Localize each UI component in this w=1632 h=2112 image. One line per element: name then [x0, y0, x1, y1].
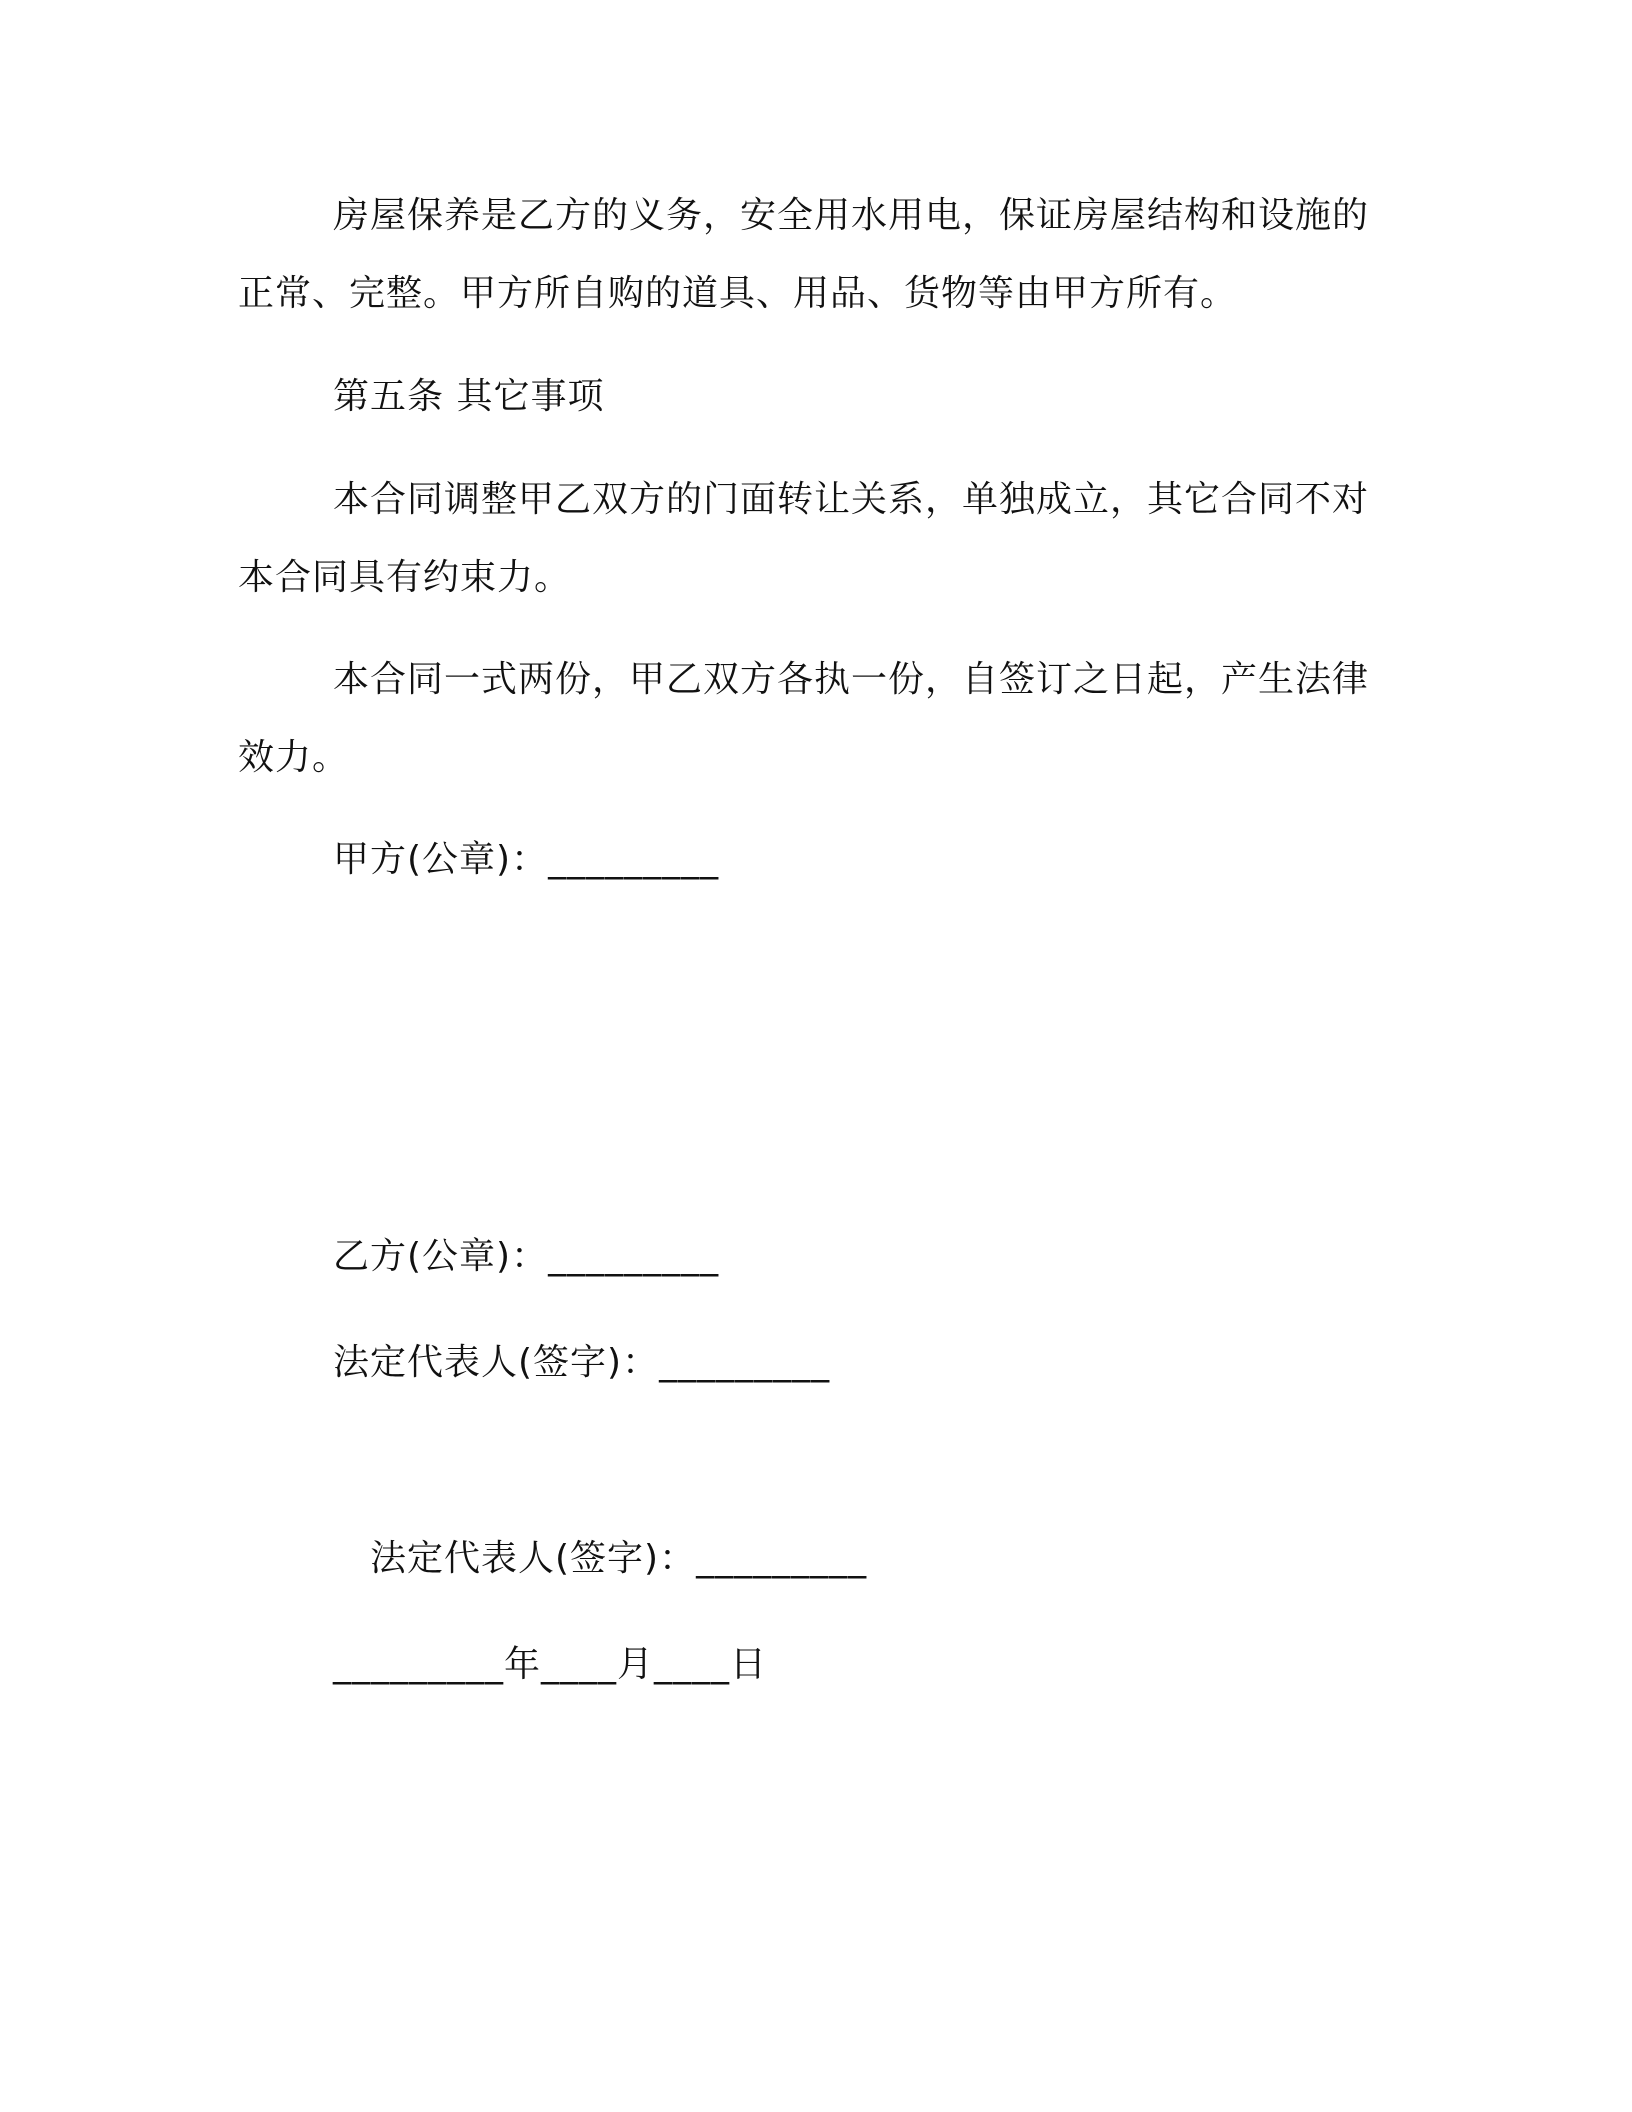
legal-representative-signature-1: 法定代表人(签字)：_________ [333, 1342, 831, 1383]
paragraph-1-line-2: 正常、完整。甲方所自购的道具、用品、货物等由甲方所有。 [238, 273, 1238, 314]
party-b-seal-field: 乙方(公章)：_________ [333, 1236, 720, 1277]
paragraph-3-line-1: 本合同一式两份，甲乙双方各执一份，自签订之日起，产生法律 [333, 659, 1370, 700]
date-line: _________年____月____日 [333, 1644, 767, 1685]
paragraph-2-line-1: 本合同调整甲乙双方的门面转让关系，单独成立，其它合同不对 [333, 479, 1370, 520]
paragraph-3-line-2: 效力。 [238, 737, 350, 778]
legal-representative-signature-2: 法定代表人(签字)：_________ [370, 1538, 868, 1579]
paragraph-2-line-2: 本合同具有约束力。 [238, 557, 572, 598]
party-a-seal-field: 甲方(公章)：_________ [333, 839, 720, 880]
article-5-heading: 第五条 其它事项 [333, 376, 605, 417]
paragraph-1-line-1: 房屋保养是乙方的义务，安全用水用电，保证房屋结构和设施的 [333, 195, 1370, 236]
